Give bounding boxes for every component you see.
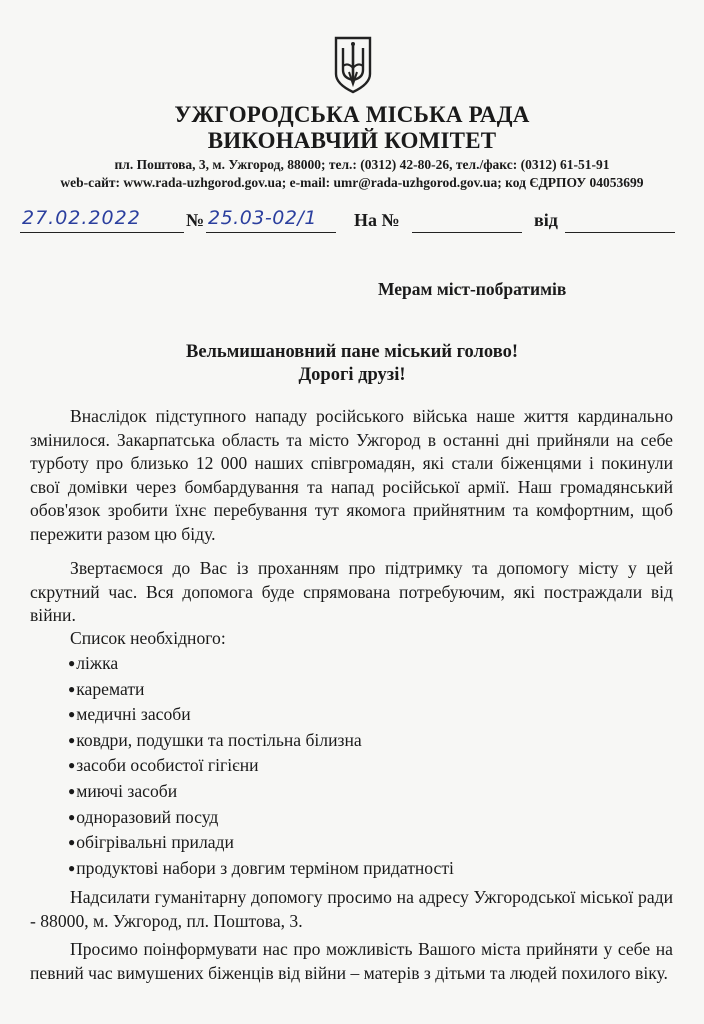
bullet-icon: ● xyxy=(68,860,76,875)
bullet-icon: ● xyxy=(68,809,76,824)
list-title: Список необхідного: xyxy=(70,628,226,648)
list-item: ●одноразовий посуд xyxy=(68,806,219,827)
list-item: ●каремати xyxy=(68,678,145,699)
needs-list xyxy=(68,651,454,881)
bullet-icon: ● xyxy=(68,732,76,747)
ref-number-underline xyxy=(412,232,522,233)
list-item: ●продуктові набори з довгим терміном придатності xyxy=(68,857,454,878)
list-item: ●ковдри, подушки та постільна білизна xyxy=(68,729,362,750)
contact-web: web-сайт: www.rada-uzhgorod.gov.ua; e-mail: umr@rada-uzhgorod.gov.ua; код ЄДРПОУ 04053699 xyxy=(60,175,644,190)
paragraph-1: Внаслідок підступного нападу російського війська наше життя кардинально змінилося. Закарпатська область та місто Ужгород в останні дні прийняли на себе турботу про близько 12 000 наших співгромадян, які стали біженцями і покинули свої домівки через бомбардування та напад російської армії. Наш громадянський обов'язок зробити їхнє перебування тут якомога прийнятним та комфортним, щоб пережити разом цю біду. xyxy=(30,406,673,544)
addressee: Мерам міст-побратимів xyxy=(378,279,567,299)
list-item: ●обігрівальні прилади xyxy=(68,832,234,853)
ref-date-label: від xyxy=(534,210,558,230)
contact-address: пл. Поштова, 3, м. Ужгород, 88000; тел.: (0312) 42-80-26, тел./факс: (0312) 61-51-91 xyxy=(114,157,610,172)
handwritten-date: 27.02.2022 xyxy=(22,207,141,229)
organization-name: УЖГОРОДСЬКА МІСЬКА РАДА xyxy=(174,102,530,127)
paragraph-2: Звертаємося до Вас із проханням про підтримку та допомогу місту у цей скрутний час. Вся допомога буде спрямована потребуючим, які постраждали від війни. xyxy=(30,558,673,625)
number-underline xyxy=(206,232,336,233)
paragraph-3: Надсилати гуманітарну допомогу просимо на адресу Ужгородської міської ради - 88000, м. Ужгород, пл. Поштова, 3. xyxy=(30,887,673,931)
salutation-line1: Вельмишановний пане міський голово! xyxy=(185,342,518,362)
bullet-icon: ● xyxy=(68,656,76,670)
date-underline xyxy=(20,232,184,233)
paragraph-4: Просимо поінформувати нас про можливість Вашого міста прийняти у себе на певний час вимушених біженців від війни – матерів з дітьми та людей похилого віку. xyxy=(30,939,673,983)
bullet-icon: ● xyxy=(68,758,76,773)
ref-number-label: На № xyxy=(354,210,400,230)
list-item: ●медичні засоби xyxy=(68,704,191,725)
ref-date-underline xyxy=(565,232,675,233)
coat-of-arms-icon xyxy=(334,36,372,94)
list-item: ●миючі засоби xyxy=(68,780,178,801)
bullet-icon: ● xyxy=(68,835,76,850)
number-label: № xyxy=(186,210,205,230)
bullet-icon: ● xyxy=(68,783,76,798)
list-item: ●засоби особистої гігієни xyxy=(68,755,259,776)
bullet-icon: ● xyxy=(68,707,76,722)
bullet-icon: ● xyxy=(68,681,76,696)
handwritten-number: 25.03-02/1 xyxy=(208,207,317,229)
organization-department: ВИКОНАВЧИЙ КОМІТЕТ xyxy=(207,128,497,153)
list-item: ●ліжка xyxy=(68,653,119,673)
salutation-line2: Дорогі друзі! xyxy=(298,365,406,385)
registration-line xyxy=(0,206,704,240)
